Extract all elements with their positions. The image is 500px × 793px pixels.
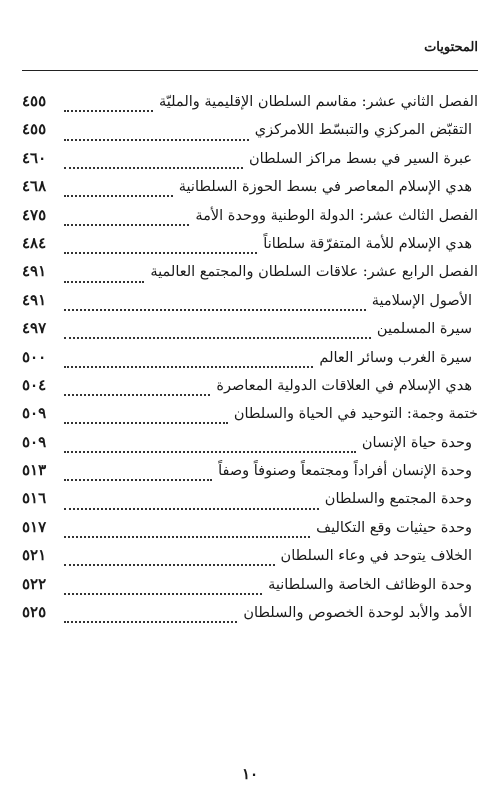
toc-section-entry	[22, 433, 478, 461]
dot-leader	[64, 224, 189, 226]
dot-leader	[64, 422, 228, 424]
toc-chapter-entry	[22, 206, 478, 234]
toc-entry-title: الفصل الثاني عشر: مقاسم السلطان الإقليمية والمليّة	[158, 94, 478, 110]
toc-entry-page: ٤٨٤	[22, 233, 47, 252]
toc-entry-page: ٤٩١	[22, 290, 47, 309]
toc-entry-title: سيرة الغرب وسائر العالم	[319, 349, 472, 366]
toc-entry-page: ٥٠٠	[22, 347, 47, 366]
page-number: ١٠	[241, 765, 259, 783]
dot-leader	[64, 167, 243, 169]
dot-leader	[64, 139, 249, 141]
header-rule	[22, 70, 478, 71]
dot-leader	[64, 479, 212, 481]
dot-leader	[64, 110, 153, 112]
toc-section-entry	[22, 319, 478, 347]
toc-chapter-entry	[22, 262, 478, 290]
toc-section-entry	[22, 575, 478, 603]
toc-entry-page: ٤٦٨	[22, 177, 47, 196]
toc-entry-page: ٥٢١	[22, 546, 47, 565]
toc-entry-title: هدي الإسلام في العلاقات الدولية المعاصرة	[216, 377, 472, 394]
dot-leader	[64, 621, 237, 623]
dot-leader	[64, 564, 275, 566]
toc-entry-page: ٥٠٤	[22, 375, 47, 394]
toc-entry-title: ختمة وجمة: التوحيد في الحياة والسلطان	[233, 406, 478, 423]
toc-entry-title: وحدة الوظائف الخاصة والسلطانية	[268, 576, 472, 593]
toc-entry-title: الفصل الرابع عشر: علاقات السلطان والمجتمع العالمية	[150, 264, 478, 281]
toc-entry-title: وحدة الإنسان أفراداً ومجتمعاً وصنوفاً وصفاً	[218, 463, 472, 480]
toc-entry-page: ٥١٦	[22, 489, 47, 508]
toc-entry-title: هدي الإسلام للأمة المتفرّقة سلطاناً	[263, 235, 472, 252]
dot-leader	[64, 451, 356, 453]
dot-leader	[64, 536, 310, 538]
toc-entry-page: ٥١٧	[22, 517, 47, 536]
dot-leader	[64, 337, 371, 339]
table-of-contents	[22, 92, 478, 631]
toc-entry-title: عبرة السير في بسط مراكز السلطان	[248, 150, 472, 167]
toc-section-entry	[22, 234, 478, 262]
dot-leader	[64, 309, 366, 311]
toc-chapter-entry	[22, 404, 478, 432]
toc-section-entry	[22, 546, 478, 574]
toc-section-entry	[22, 489, 478, 517]
dot-leader	[64, 366, 313, 368]
toc-section-entry	[22, 177, 478, 205]
toc-entry-page: ٤٥٥	[22, 92, 47, 110]
toc-section-entry	[22, 376, 478, 404]
toc-entry-title: وحدة المجتمع والسلطان	[324, 491, 472, 508]
toc-section-entry	[22, 291, 478, 319]
toc-entry-title: وحدة حياة الإنسان	[361, 434, 472, 451]
dot-leader	[64, 252, 257, 254]
toc-entry-page: ٥٠٩	[22, 404, 47, 423]
toc-entry-page: ٤٥٥	[22, 120, 47, 139]
toc-chapter-entry	[22, 92, 478, 120]
toc-section-entry	[22, 603, 478, 631]
toc-entry-page: ٥٢٥	[22, 603, 47, 622]
dot-leader	[64, 394, 210, 396]
toc-entry-page: ٤٩٧	[22, 319, 47, 338]
toc-entry-title: الخلاف يتوحد في وعاء السلطان	[280, 548, 472, 565]
toc-entry-title: وحدة حيثيات وقع التكاليف	[316, 519, 472, 536]
toc-entry-title: الأمد والأبد لوحدة الخصوص والسلطان	[243, 605, 472, 622]
toc-entry-page: ٤٩١	[22, 262, 47, 281]
running-header: المحتويات	[424, 40, 478, 55]
toc-entry-title: هدي الإسلام المعاصر في بسط الحوزة السلطانية	[178, 179, 472, 196]
toc-section-entry	[22, 120, 478, 148]
toc-entry-page: ٥٠٩	[22, 432, 47, 451]
dot-leader	[64, 508, 319, 510]
toc-section-entry	[22, 518, 478, 546]
dot-leader	[64, 195, 173, 197]
toc-entry-page: ٤٦٠	[22, 148, 47, 167]
toc-entry-page: ٥٢٢	[22, 574, 47, 593]
toc-entry-page: ٤٧٥	[22, 205, 47, 224]
toc-entry-title: الأصول الإسلامية	[371, 292, 472, 309]
toc-section-entry	[22, 348, 478, 376]
dot-leader	[64, 281, 144, 283]
toc-entry-title: سيرة المسلمين	[376, 321, 472, 338]
toc-section-entry	[22, 461, 478, 489]
toc-entry-title: الفصل الثالث عشر: الدولة الوطنية ووحدة الأمة	[195, 207, 478, 224]
toc-entry-page: ٥١٣	[22, 461, 47, 480]
dot-leader	[64, 593, 262, 595]
toc-entry-title: التقبّض المركزي والتبسّط اللامركزي	[254, 122, 472, 139]
toc-section-entry	[22, 149, 478, 177]
